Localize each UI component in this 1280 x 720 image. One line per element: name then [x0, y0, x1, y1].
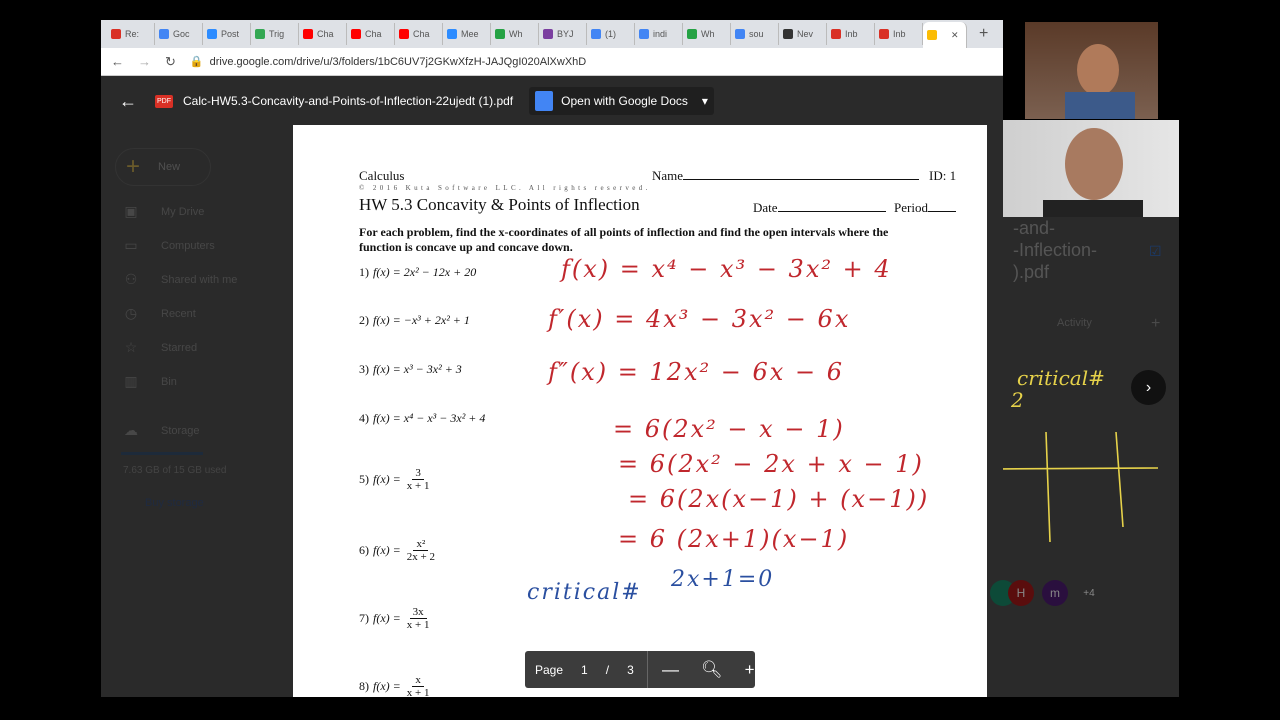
problem-number: 5): [359, 472, 369, 486]
id-label: ID: 1: [929, 168, 957, 183]
name-label: Name: [652, 168, 684, 183]
problem-function: f(x) =: [373, 679, 401, 693]
browser-tab[interactable]: [587, 23, 635, 45]
browser-tab[interactable]: [107, 23, 155, 45]
title-line: -Inflection-: [1013, 240, 1098, 260]
problem-7: [359, 606, 429, 631]
open-with-button[interactable]: [529, 87, 714, 115]
problem-2: [359, 313, 470, 328]
back-arrow-icon[interactable]: ←: [119, 90, 137, 111]
favicon-icon: [351, 29, 361, 39]
nav-computers[interactable]: [121, 237, 215, 254]
participant-face: [1065, 128, 1123, 200]
lock-icon: 🔒: [189, 56, 204, 68]
nav-my-drive[interactable]: [121, 203, 204, 220]
tab-title: Post: [221, 29, 240, 39]
period-label: Period: [894, 200, 928, 215]
nav-label: Storage: [161, 424, 200, 437]
yellow-annotation: [993, 367, 1105, 411]
favicon-icon: [783, 29, 793, 39]
handwritten-line: = 6(2x² − x − 1): [613, 415, 845, 443]
nav-label: Recent: [161, 307, 196, 320]
tab-title: Wh: [701, 29, 715, 39]
zoom-in-icon[interactable]: +: [744, 659, 755, 679]
favicon-icon: [399, 29, 409, 39]
chevron-down-icon[interactable]: ▾: [701, 94, 708, 108]
cloud-icon: ☁: [124, 422, 138, 438]
favicon-icon: [591, 29, 601, 39]
nav-label: Starred: [161, 341, 198, 354]
storage-bar: [121, 452, 203, 455]
participant-face: [1077, 44, 1119, 96]
details-panel: [1003, 217, 1179, 697]
fraction: [407, 674, 430, 697]
drive-icon: ▣: [124, 203, 138, 219]
viewer-header: [101, 76, 1003, 126]
course-label: Calculus: [359, 168, 405, 183]
problem-number: 8): [359, 679, 369, 693]
activity-tab[interactable]: Activity: [1057, 317, 1092, 329]
more-avatars[interactable]: +4: [1083, 587, 1095, 599]
fraction: [407, 467, 430, 492]
numerator: 3x: [410, 606, 427, 619]
name-field: [652, 168, 919, 184]
pdf-icon: PDF: [155, 95, 173, 108]
handwritten-line: 2x+1=0: [671, 567, 775, 592]
tab-title: BYJ: [557, 29, 574, 39]
denominator: x + 1: [406, 619, 430, 631]
storage-text: 7.63 GB of 15 GB used: [123, 465, 227, 476]
favicon-icon: [303, 29, 313, 39]
participant-shirt: [1065, 92, 1135, 119]
problem-number: 3): [359, 362, 369, 376]
problem-function: f(x) = x⁴ − x³ − 3x² + 4: [373, 411, 486, 425]
new-tab-button[interactable]: +: [979, 25, 989, 42]
browser-tab[interactable]: [395, 23, 443, 45]
tab-title: Cha: [365, 29, 382, 39]
problem-1: [359, 265, 476, 280]
open-with-label: Open with Google Docs: [561, 94, 688, 108]
browser-tab[interactable]: [203, 23, 251, 45]
participant-video-1: [1025, 22, 1158, 119]
favicon-icon: [495, 29, 505, 39]
problem-function: f(x) =: [373, 543, 401, 557]
back-icon[interactable]: ←: [111, 54, 124, 69]
browser-tab[interactable]: [155, 23, 203, 45]
plus-icon[interactable]: +: [1151, 315, 1161, 332]
numerator: x²: [413, 538, 428, 551]
fraction: [407, 538, 435, 563]
browser-tab[interactable]: [251, 23, 299, 45]
tab-strip: [101, 20, 1003, 48]
favicon-icon: [687, 29, 697, 39]
date-field: [753, 200, 886, 216]
tab-title: Inb: [845, 29, 858, 39]
avatar: H: [1008, 580, 1034, 606]
reload-icon[interactable]: ↻: [165, 53, 176, 69]
page-controls: [525, 651, 755, 688]
problem-6: [359, 538, 435, 563]
problem-3: [359, 362, 462, 377]
handwritten-line: f(x) = x⁴ − x³ − 3x² + 4: [561, 255, 892, 283]
tab-title: indi: [653, 29, 668, 39]
page-separator: /: [605, 662, 610, 677]
handwritten-line: critical#: [527, 580, 642, 605]
instructions: For each problem, find the x-coordinates of all points of inflection and find the open intervals where the function is concave up and concave down.: [359, 225, 889, 254]
url-text: drive.google.com/drive/u/3/folders/1bC6UV7j2GKwXfzH-JAJQgI020AlXwXhD: [209, 55, 587, 68]
browser-tab[interactable]: [827, 23, 875, 45]
sign-chart-drawing: [1003, 427, 1179, 547]
browser-tab[interactable]: [539, 23, 587, 45]
browser-tab[interactable]: [923, 22, 967, 48]
favicon-icon: [831, 29, 841, 39]
url-field[interactable]: [190, 55, 586, 68]
denominator: x + 1: [406, 480, 430, 492]
close-tab-icon[interactable]: ✕: [951, 29, 959, 40]
nav-storage[interactable]: [121, 422, 200, 439]
tab-title: sou: [749, 29, 764, 39]
bin-icon: ▥: [124, 373, 138, 389]
tab-title: Cha: [413, 29, 430, 39]
browser-tab[interactable]: [347, 23, 395, 45]
denominator: 2x + 2: [406, 551, 435, 563]
file-name: Calc-HW5.3-Concavity-and-Points-of-Inflection-22ujedt (1).pdf: [183, 94, 514, 108]
new-label: New: [158, 161, 181, 173]
nav-recent[interactable]: [121, 305, 196, 322]
favicon-icon: [735, 29, 745, 39]
page-total: 3: [627, 662, 634, 677]
browser-tab[interactable]: [491, 23, 539, 45]
browser-tab[interactable]: [779, 23, 827, 45]
browser-tab[interactable]: [875, 23, 923, 45]
fraction: [407, 606, 430, 631]
browser-tab[interactable]: [731, 23, 779, 45]
drive-page: [101, 76, 1003, 697]
handwritten-line: f′(x) = 4x³ − 3x² − 6x: [548, 305, 851, 333]
problem-number: 4): [359, 411, 369, 425]
browser-tab[interactable]: [635, 23, 683, 45]
favicon-icon: [255, 29, 265, 39]
zoom-out-icon[interactable]: —: [662, 659, 679, 679]
tab-title: Cha: [317, 29, 334, 39]
tab-title: Wh: [509, 29, 523, 39]
problem-number: 1): [359, 265, 369, 279]
pdf-page: [293, 125, 987, 697]
copyright: © 2016 Kuta Software LLC. All rights reserved.: [359, 184, 651, 192]
tab-title: Nev: [797, 29, 814, 39]
page-current[interactable]: 1: [581, 662, 588, 677]
problem-8: [359, 674, 429, 697]
nav-label: My Drive: [161, 205, 205, 218]
numerator: x: [412, 674, 424, 687]
forward-icon[interactable]: →: [138, 54, 151, 69]
problem-number: 7): [359, 611, 369, 625]
next-file-button[interactable]: ›: [1131, 370, 1166, 405]
nav-starred[interactable]: [121, 339, 197, 356]
favicon-icon: [111, 29, 121, 39]
favicon-icon: [159, 29, 169, 39]
tab-title: (1): [605, 29, 616, 39]
numerator: 3: [412, 467, 424, 480]
title-line: ).pdf: [1013, 262, 1050, 282]
participant-shirt: [1043, 200, 1143, 217]
people-icon: ⚇: [124, 271, 138, 287]
tab-title: Trig: [269, 29, 285, 39]
google-docs-icon: [535, 91, 553, 111]
plus-icon: +: [126, 153, 141, 180]
computer-icon: ▭: [124, 237, 138, 253]
favicon-icon: [879, 29, 889, 39]
page-label: Page: [535, 662, 564, 677]
nav-label: Computers: [161, 239, 215, 252]
worksheet-title: HW 5.3 Concavity & Points of Inflection: [359, 195, 640, 214]
handwritten-line: = 6(2x(x−1) + (x−1)): [628, 485, 930, 513]
problem-function: f(x) = x³ − 3x² + 3: [373, 362, 462, 376]
favicon-icon: [447, 29, 457, 39]
zoom-icon[interactable]: 🔍︎: [701, 659, 723, 679]
favicon-icon: [927, 30, 937, 40]
browser-tab[interactable]: [443, 23, 491, 45]
new-button[interactable]: [115, 148, 211, 186]
tab-title: Goc: [173, 29, 190, 39]
problem-function: f(x) = −x³ + 2x² + 1: [373, 313, 470, 327]
nav-bin[interactable]: [121, 373, 177, 390]
period-field: [894, 200, 956, 216]
tab-title: Mee: [461, 29, 479, 39]
problem-number: 6): [359, 543, 369, 557]
favicon-icon: [543, 29, 553, 39]
nav-label: Shared with me: [161, 273, 238, 286]
problem-function: f(x) =: [373, 472, 401, 486]
address-bar: [101, 48, 1003, 76]
favicon-icon: [639, 29, 649, 39]
tab-title: Inb: [893, 29, 906, 39]
problem-4: [359, 411, 485, 426]
browser-tab[interactable]: [683, 23, 731, 45]
participant-video-2: [1003, 120, 1179, 217]
file-title-fragment: [1013, 217, 1097, 283]
checkbox-icon[interactable]: ☑: [1149, 243, 1162, 259]
buy-storage-button[interactable]: Buy storage: [145, 497, 204, 509]
drive-sidebar: [101, 76, 291, 697]
problem-number: 2): [359, 313, 369, 327]
star-icon: ☆: [124, 339, 138, 355]
browser-tab[interactable]: [299, 23, 347, 45]
favicon-icon: [207, 29, 217, 39]
handwritten-line: = 6(2x² − 2x + x − 1): [618, 450, 924, 478]
handwritten-line: = 6 (2x+1)(x−1): [618, 525, 850, 553]
nav-shared[interactable]: [121, 271, 237, 288]
tab-title: Re:: [125, 29, 140, 39]
title-line: -and-: [1013, 218, 1056, 238]
date-label: Date: [753, 200, 778, 215]
avatar: m: [1042, 580, 1068, 606]
problem-function: f(x) =: [373, 611, 401, 625]
handwritten-line: f″(x) = 12x² − 6x − 6: [548, 358, 844, 386]
annotation-line: critical#: [1017, 366, 1105, 390]
clock-icon: ◷: [124, 305, 138, 321]
browser-window: [101, 20, 1003, 697]
problem-function: f(x) = 2x² − 12x + 20: [373, 265, 477, 279]
problem-5: [359, 467, 429, 492]
annotation-line: 2: [1011, 388, 1024, 412]
denominator: x + 1: [406, 687, 430, 697]
nav-label: Bin: [161, 375, 177, 388]
